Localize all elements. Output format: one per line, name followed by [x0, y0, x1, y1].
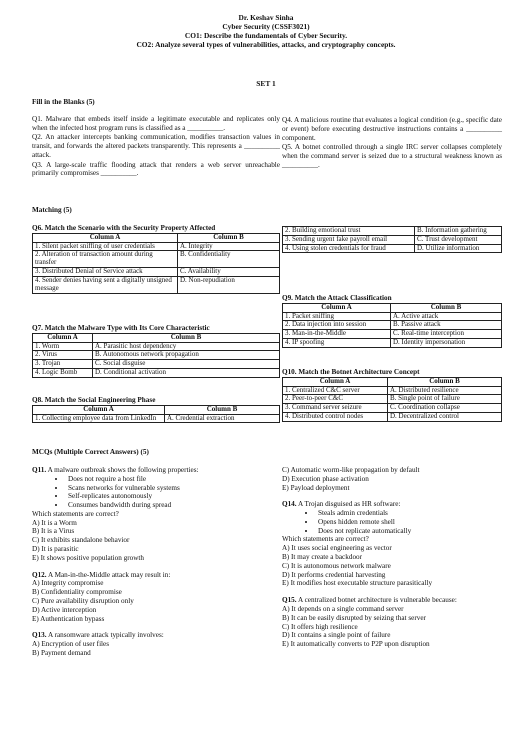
table-row: 4. Distributed control nodes D. Decentralized control	[283, 413, 502, 422]
column-a-header: Column A	[283, 377, 388, 386]
question-q12	[32, 571, 272, 624]
list-item: • Scans networks for vulnerable systems	[66, 484, 272, 493]
question-q1: Q1. Malware that embeds itself inside a legitimate executable and replicates only when the infected host program runs is classified as a __________.	[32, 114, 280, 132]
author-name: Dr. Keshav Sinha	[238, 13, 294, 22]
option: D) It contains a single point of failure	[282, 631, 391, 640]
option: B) It is a Virus	[32, 527, 75, 536]
q10-block	[282, 368, 502, 422]
question-q15	[282, 596, 502, 649]
question-q5: Q5. A botnet controlled through a single IRC server collapses completely when the command server is seized due to a structural weakness known as __________.	[282, 143, 502, 169]
option: D) Active interception	[32, 605, 97, 614]
table-row: 2. Virus B. Autonomous network propagation	[33, 351, 280, 360]
matching-section	[32, 206, 280, 215]
q11-number: Q11.	[32, 466, 47, 474]
list-item: • Self-replicates autonomously	[66, 492, 272, 501]
table-header-row	[33, 333, 280, 342]
question-q13	[32, 631, 272, 657]
column-b-header: Column B	[93, 333, 280, 342]
option: A) It depends on a single command server	[282, 604, 404, 613]
column-b-header: Column B	[388, 377, 502, 386]
q6-table	[32, 233, 280, 294]
question-q13-continued	[282, 466, 502, 492]
table-row: 3. Man-in-the-Middle C. Real-time interception	[283, 330, 502, 339]
q15-stem: A centralized botnet architecture is vulnerable because:	[297, 596, 457, 605]
answer-blank: __________.	[187, 123, 226, 132]
question-q3: Q3. A large-scale traffic flooding attack that renders a web server unreachable primarily compromises __________.	[32, 160, 280, 178]
q10-title: Q10. Match the Botnet Architecture Concept	[282, 368, 420, 376]
q14-question: Which statements are correct?	[282, 535, 369, 544]
question-q2: Q2. An attacker intercepts banking communication, modifies transaction values in transit, and forwards the altered packets transparently. This represents a __________ attack.	[32, 133, 280, 159]
section-heading-fill-blanks: Fill in the Blanks (5)	[32, 98, 95, 106]
q15-number: Q15.	[282, 596, 297, 605]
list-item: • Steals admin credentials	[316, 509, 502, 518]
option: D) Execution phase activation	[282, 474, 369, 483]
section-heading-matching: Matching (5)	[32, 206, 72, 214]
q14-number: Q14.	[282, 500, 297, 509]
option: D) It is parasitic	[32, 545, 79, 554]
table-row: 2. Alteration of transaction amount during transfer B. Confidentiality	[33, 251, 280, 268]
q8-table-continued	[282, 226, 502, 253]
course-outcome-2: CO2: Analyze several types of vulnerabilities, attacks, and cryptography concepts.	[136, 40, 396, 50]
option: E) It automatically converts to P2P upon disruption	[282, 640, 430, 649]
q9-table	[282, 303, 502, 348]
option: A) It uses social engineering as vector	[282, 544, 392, 553]
q7-block	[32, 324, 280, 378]
mcq-left-column	[32, 466, 272, 658]
option: B) Confidentiality compromise	[32, 588, 122, 597]
q12-number: Q12.	[32, 570, 47, 579]
option: E) Payload deployment	[282, 483, 350, 492]
option: C) Automatic worm-like propagation by default	[282, 466, 420, 474]
mcq-right-column	[282, 466, 502, 649]
table-row: 2. Peer-to-peer C&C B. Single point of failure	[283, 395, 502, 404]
fill-in-blanks-right	[282, 116, 502, 170]
question-q14	[282, 500, 502, 588]
table-row: 1. Collecting employee data from LinkedIn A. Credential extraction	[33, 414, 280, 423]
option: B) It can be easily disrupted by seizing that server	[282, 613, 426, 622]
q8-table-part-1	[32, 405, 280, 424]
column-a-header: Column A	[33, 333, 93, 342]
q8-title: Q8. Match the Social Engineering Phase	[32, 396, 156, 404]
answer-blank: __________	[466, 124, 502, 133]
list-item: • Does not require a host file	[66, 475, 272, 484]
answer-blank: __________.	[100, 169, 139, 178]
list-item: • Opens hidden remote shell	[316, 518, 502, 527]
answer-blank: __________	[244, 142, 280, 151]
section-heading-mcq: MCQs (Multiple Correct Answers) (5)	[32, 448, 149, 456]
table-row: 1. Centralized C&C server A. Distributed resilience	[283, 386, 502, 395]
q6-block	[32, 224, 280, 294]
table-header-row	[33, 405, 280, 414]
option: B) It may create a backdoor	[282, 553, 363, 562]
option: A) Encryption of user files	[32, 640, 110, 649]
table-row: 1. Packet sniffing A. Active attack	[283, 312, 502, 321]
column-b-header: Column B	[391, 303, 502, 312]
q9-title: Q9. Match the Attack Classification	[282, 294, 392, 302]
option: C) It exhibits standalone behavior	[32, 536, 130, 545]
q8-block	[32, 396, 280, 423]
table-row: 2. Data injection into session B. Passive attack	[283, 321, 502, 330]
option: A) Integrity compromise	[32, 579, 104, 588]
table-header-row	[33, 233, 280, 242]
q13-stem: A ransomware attack typically involves:	[47, 631, 164, 640]
option: C) It is autonomous network malware	[282, 561, 391, 570]
course-title: Cyber Security (CSSF3021)	[222, 22, 310, 32]
question-q4: Q4. A malicious routine that evaluates a logical condition (e.g., specific date or event) before executing destructive instructions contains a __________ component.	[282, 116, 502, 142]
column-a-header: Column A	[33, 405, 165, 414]
table-row: 3. Distributed Denial of Service attack C. Availability	[33, 268, 280, 277]
option: E) It shows positive population growth	[32, 553, 144, 562]
table-header-row	[283, 377, 502, 386]
table-header-row	[283, 303, 502, 312]
column-a-header: Column A	[283, 303, 391, 312]
q12-stem: A Man-in-the-Middle attack may result in:	[47, 570, 171, 579]
q8-table-part-2	[282, 226, 502, 253]
list-item: • Consumes bandwidth during spread	[66, 501, 272, 510]
mcq-section	[32, 448, 280, 457]
table-row: 4. Using stolen credentials for fraud D. Utilize information	[283, 244, 502, 253]
q9-block	[282, 294, 502, 348]
table-row: 4. Sender denies having sent a digitally unsigned message D. Non-repudiation	[33, 276, 280, 293]
table-row: 1. Worm A. Parasitic host dependency	[33, 342, 280, 351]
option: C) Pure availability disruption only	[32, 596, 134, 605]
table-row: 4. Logic Bomb D. Conditional activation	[33, 369, 280, 378]
table-row: 1. Silent packet sniffing of user credentials A. Integrity	[33, 242, 280, 251]
q11-stem: A malware outbreak shows the following properties:	[47, 466, 199, 474]
answer-blank: __________.	[282, 160, 320, 169]
q14-properties	[282, 509, 502, 535]
question-q11	[32, 466, 272, 563]
q7-table	[32, 333, 280, 378]
q6-title: Q6. Match the Scenario with the Security Property Affected	[32, 224, 216, 232]
table-row: 2. Building emotional trust B. Information gathering	[283, 227, 502, 236]
q7-title: Q7. Match the Malware Type with Its Core Characteristic	[32, 324, 210, 332]
table-row: 4. IP spoofing D. Identity impersonation	[283, 339, 502, 348]
option: B) Payment demand	[32, 648, 91, 657]
column-b-header: Column B	[165, 405, 280, 414]
option: C) It offers high resilience	[282, 622, 358, 631]
course-outcome-1: CO1: Describe the fundamentals of Cyber Security.	[184, 31, 348, 41]
option: D) It performs credential harvesting	[282, 570, 386, 579]
table-row: 3. Sending urgent fake payroll email C. Trust development	[283, 235, 502, 244]
option: E) Authentication bypass	[32, 614, 105, 623]
q10-table	[282, 377, 502, 422]
q13-number: Q13.	[32, 631, 47, 640]
option: A) It is a Worm	[32, 518, 77, 527]
column-b-header: Column B	[178, 233, 280, 242]
q11-properties	[32, 475, 272, 510]
exam-header	[0, 13, 532, 49]
table-row: 3. Command server seizure C. Coordination collapse	[283, 404, 502, 413]
table-row: 3. Trojan C. Social disguise	[33, 360, 280, 369]
set-title: SET 1	[256, 79, 276, 88]
q11-question: Which statements are correct?	[32, 509, 119, 518]
q14-stem: A Trojan disguised as HR software:	[297, 500, 401, 509]
fill-in-blanks-left	[32, 98, 280, 178]
column-a-header: Column A	[33, 233, 178, 242]
list-item: • Does not replicate automatically	[316, 527, 502, 536]
option: E) It modifies host executable structure parasitically	[282, 579, 433, 588]
